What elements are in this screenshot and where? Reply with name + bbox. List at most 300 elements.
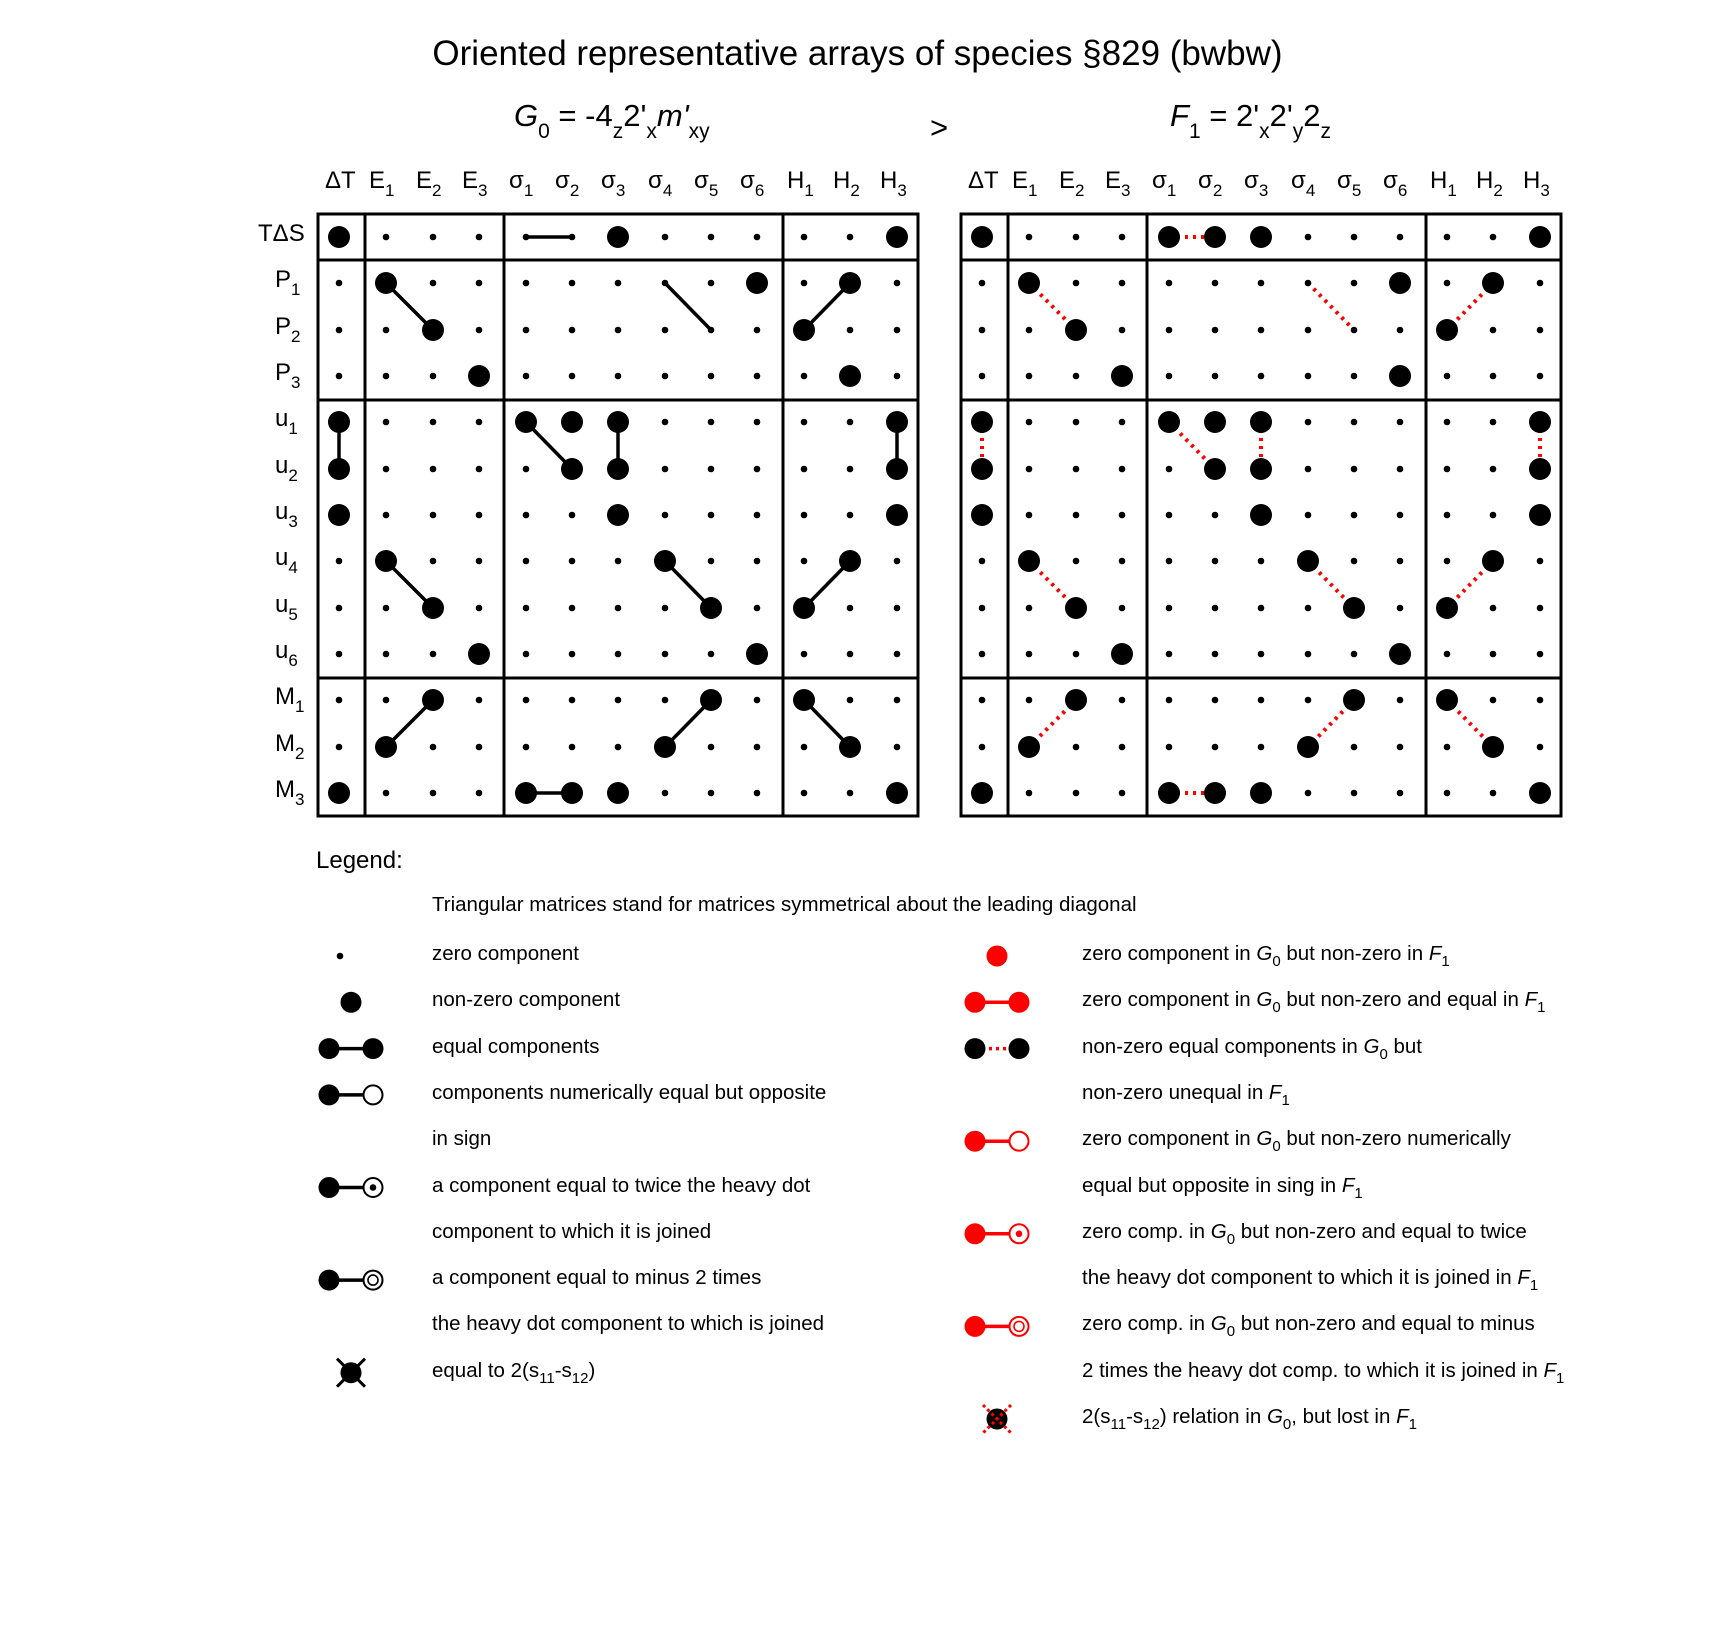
legend-symbol-black-dotted-pair bbox=[1009, 1038, 1030, 1059]
right-zero-component bbox=[1397, 512, 1404, 519]
left-zero-component bbox=[662, 790, 669, 797]
right-column-header-sub: 3 bbox=[1258, 181, 1269, 200]
right-legend-text: non-zero unequal in $F_1$ bbox=[1082, 1080, 1290, 1109]
right-nonzero-component bbox=[1529, 226, 1551, 248]
right-column-header-sub: 1 bbox=[1166, 181, 1177, 200]
left-column-header-sub: 2 bbox=[850, 181, 860, 200]
right-zero-component bbox=[1537, 697, 1544, 704]
left-zero-component bbox=[476, 419, 483, 426]
left-zero-component bbox=[801, 419, 808, 426]
left-nonzero-component bbox=[793, 597, 815, 619]
left-column-header-sub: 6 bbox=[754, 181, 765, 200]
left-group-index: 0 bbox=[538, 120, 550, 143]
left-zero-component bbox=[754, 790, 761, 797]
legend-symbol-opposite-pair bbox=[319, 1084, 340, 1105]
left-column-header-base: H bbox=[880, 167, 898, 194]
left-zero-component bbox=[523, 605, 530, 612]
row-header-base: TΔS bbox=[258, 220, 305, 247]
right-column-header-sub: 1 bbox=[1028, 181, 1038, 200]
right-zero-component bbox=[1444, 744, 1451, 751]
right-zero-component bbox=[1444, 466, 1451, 473]
left-zero-component bbox=[662, 419, 669, 426]
left-column-header bbox=[555, 167, 580, 200]
left-legend-text: component to which it is joined bbox=[432, 1219, 712, 1243]
left-legend-text: a component equal to minus 2 times bbox=[432, 1266, 762, 1290]
left-column-header bbox=[740, 167, 765, 200]
left-zero-component bbox=[569, 558, 576, 565]
left-zero-component bbox=[847, 327, 854, 334]
left-group-letter: G bbox=[514, 98, 539, 133]
right-nonzero-component bbox=[1250, 782, 1272, 804]
group-left-symbol bbox=[514, 98, 710, 143]
left-zero-component bbox=[615, 558, 622, 565]
right-column-header-base: σ bbox=[1383, 167, 1398, 194]
left-legend-text: equal to $2(s_{11}-s_{12})$ bbox=[432, 1358, 596, 1387]
left-nonzero-component bbox=[328, 411, 350, 433]
left-zero-component bbox=[430, 419, 437, 426]
right-group-part: z bbox=[1320, 120, 1332, 143]
left-zero-component bbox=[801, 280, 808, 287]
left-zero-component bbox=[847, 790, 854, 797]
row-header-sub: 6 bbox=[288, 651, 298, 670]
row-header bbox=[275, 405, 298, 438]
left-column-header-sub: 2 bbox=[432, 181, 442, 200]
right-nonzero-component bbox=[1250, 504, 1272, 526]
right-zero-component bbox=[1397, 605, 1404, 612]
right-zero-component bbox=[1026, 512, 1033, 519]
left-zero-component bbox=[894, 744, 901, 751]
right-nonzero-component bbox=[1529, 782, 1551, 804]
right-zero-component bbox=[1073, 280, 1080, 287]
left-zero-component bbox=[523, 280, 530, 287]
left-zero-component bbox=[383, 512, 390, 519]
right-column-header-base: σ bbox=[1244, 167, 1259, 194]
right-column-header-sub: 1 bbox=[1447, 181, 1457, 200]
right-zero-component bbox=[1026, 790, 1033, 797]
row-header-sub: 3 bbox=[291, 373, 301, 392]
left-column-header-sub: 1 bbox=[804, 181, 814, 200]
right-zero-component bbox=[1258, 697, 1265, 704]
left-zero-component bbox=[569, 373, 576, 380]
right-nonzero-component bbox=[1482, 272, 1504, 294]
right-zero-component bbox=[1212, 512, 1219, 519]
left-zero-component bbox=[383, 327, 390, 334]
left-zero-component bbox=[615, 327, 622, 334]
right-nonzero-component bbox=[1204, 782, 1226, 804]
left-nonzero-component bbox=[839, 736, 861, 758]
right-zero-component bbox=[1166, 558, 1173, 565]
right-zero-component bbox=[1490, 419, 1497, 426]
right-nonzero-component bbox=[1204, 458, 1226, 480]
left-nonzero-component bbox=[375, 736, 397, 758]
left-zero-component bbox=[754, 234, 761, 241]
left-zero-component bbox=[894, 605, 901, 612]
legend-symbol-red-equal-pair bbox=[965, 992, 986, 1013]
right-zero-component bbox=[1212, 651, 1219, 658]
left-zero-component bbox=[708, 744, 715, 751]
right-group-part: x bbox=[1259, 120, 1270, 143]
row-header bbox=[275, 683, 305, 716]
left-nonzero-component bbox=[607, 782, 629, 804]
left-zero-component bbox=[708, 558, 715, 565]
left-zero-component bbox=[523, 327, 530, 334]
right-column-header-sub: 3 bbox=[1540, 181, 1550, 200]
right-zero-component bbox=[1490, 373, 1497, 380]
left-legend-text: the heavy dot component to which is joined bbox=[432, 1312, 825, 1336]
right-nonzero-component bbox=[1389, 365, 1411, 387]
left-column-header bbox=[325, 167, 356, 195]
right-legend-text: zero comp. in $G_0$ but non-zero and equal to twice bbox=[1082, 1219, 1527, 1248]
right-zero-component bbox=[1444, 512, 1451, 519]
right-zero-component bbox=[1490, 651, 1497, 658]
right-column-header-sub: 6 bbox=[1397, 181, 1408, 200]
left-nonzero-component bbox=[654, 736, 676, 758]
right-zero-component bbox=[1166, 373, 1173, 380]
right-zero-component bbox=[1305, 512, 1312, 519]
right-zero-component bbox=[1444, 558, 1451, 565]
row-header-base: u bbox=[275, 498, 289, 525]
left-zero-component bbox=[894, 327, 901, 334]
left-column-header bbox=[787, 167, 814, 200]
left-zero-component bbox=[615, 651, 622, 658]
left-zero-component bbox=[754, 697, 761, 704]
left-nonzero-component bbox=[375, 272, 397, 294]
left-nonzero-component bbox=[839, 550, 861, 572]
left-zero-component bbox=[708, 373, 715, 380]
right-zero-component bbox=[1026, 419, 1033, 426]
left-zero-component bbox=[801, 558, 808, 565]
right-zero-component bbox=[1119, 280, 1126, 287]
right-column-header bbox=[1476, 167, 1503, 200]
left-zero-component bbox=[383, 466, 390, 473]
right-nonzero-component bbox=[1250, 226, 1272, 248]
right-zero-component bbox=[1073, 419, 1080, 426]
left-zero-component bbox=[662, 512, 669, 519]
left-legend-text: non-zero component bbox=[432, 988, 621, 1012]
left-zero-component bbox=[383, 419, 390, 426]
right-zero-component bbox=[1397, 558, 1404, 565]
left-zero-component bbox=[754, 558, 761, 565]
right-zero-component bbox=[979, 605, 986, 612]
left-nonzero-component bbox=[607, 504, 629, 526]
left-nonzero-component bbox=[700, 689, 722, 711]
right-column-header-sub: 5 bbox=[1351, 181, 1362, 200]
right-zero-component bbox=[1073, 373, 1080, 380]
right-nonzero-component bbox=[971, 226, 993, 248]
left-zero-component bbox=[754, 373, 761, 380]
left-nonzero-component bbox=[328, 782, 350, 804]
right-zero-component bbox=[1305, 234, 1312, 241]
left-zero-component bbox=[569, 697, 576, 704]
right-nonzero-component bbox=[971, 504, 993, 526]
right-zero-component bbox=[1258, 605, 1265, 612]
row-header bbox=[275, 498, 298, 531]
left-nonzero-component bbox=[793, 689, 815, 711]
right-zero-component bbox=[1119, 234, 1126, 241]
right-zero-component bbox=[1305, 419, 1312, 426]
row-header-base: u bbox=[275, 544, 289, 571]
right-column-header bbox=[1244, 167, 1269, 200]
left-zero-component bbox=[801, 373, 808, 380]
left-zero-component bbox=[847, 466, 854, 473]
right-nonzero-component bbox=[1111, 365, 1133, 387]
left-zero-component bbox=[569, 327, 576, 334]
left-zero-component bbox=[523, 234, 530, 241]
left-zero-component bbox=[476, 605, 483, 612]
right-nonzero-component bbox=[1204, 411, 1226, 433]
left-column-header-sub: 2 bbox=[569, 181, 580, 200]
right-zero-component bbox=[1026, 373, 1033, 380]
right-zero-component bbox=[1537, 605, 1544, 612]
left-zero-component bbox=[754, 419, 761, 426]
right-zero-component bbox=[1258, 327, 1265, 334]
left-zero-component bbox=[754, 327, 761, 334]
left-zero-component bbox=[615, 605, 622, 612]
row-header bbox=[258, 220, 305, 248]
right-zero-component bbox=[1166, 466, 1173, 473]
right-group-part: 2 bbox=[1303, 98, 1321, 133]
left-zero-component bbox=[523, 651, 530, 658]
right-zero-component bbox=[1444, 234, 1451, 241]
right-zero-component bbox=[1073, 790, 1080, 797]
left-column-header-base: ΔT bbox=[325, 167, 356, 194]
right-column-header-base: E bbox=[1105, 167, 1122, 194]
right-column-header-base: σ bbox=[1291, 167, 1306, 194]
left-zero-component bbox=[662, 280, 669, 287]
left-zero-component bbox=[430, 558, 437, 565]
left-zero-component bbox=[430, 790, 437, 797]
right-column-header-base: E bbox=[1059, 167, 1076, 194]
row-header-sub: 2 bbox=[295, 744, 305, 763]
left-legend-text: zero component bbox=[432, 942, 580, 965]
right-nonzero-component bbox=[1389, 272, 1411, 294]
right-zero-component bbox=[1258, 280, 1265, 287]
left-zero-component bbox=[569, 234, 576, 241]
row-header bbox=[275, 544, 298, 577]
right-zero-component bbox=[1397, 697, 1404, 704]
right-nonzero-component bbox=[1436, 689, 1458, 711]
right-zero-component bbox=[1119, 327, 1126, 334]
right-zero-component bbox=[1166, 280, 1173, 287]
right-column-header bbox=[1337, 167, 1362, 200]
right-component-link bbox=[1308, 283, 1354, 330]
right-zero-component bbox=[1026, 651, 1033, 658]
row-header-sub: 1 bbox=[288, 419, 298, 438]
left-zero-component bbox=[754, 512, 761, 519]
left-group-part: z bbox=[612, 120, 624, 143]
left-zero-component bbox=[894, 280, 901, 287]
left-nonzero-component bbox=[422, 689, 444, 711]
left-zero-component bbox=[476, 234, 483, 241]
right-column-header-base: H bbox=[1523, 167, 1541, 194]
row-header bbox=[275, 313, 301, 346]
left-nonzero-component bbox=[886, 226, 908, 248]
right-zero-component bbox=[1351, 373, 1358, 380]
right-zero-component bbox=[1212, 605, 1219, 612]
right-zero-component bbox=[1351, 466, 1358, 473]
left-column-header-sub: 3 bbox=[897, 181, 907, 200]
left-column-header-base: E bbox=[462, 167, 479, 194]
legend-symbol-red-equal-pair bbox=[1009, 992, 1030, 1013]
right-zero-component bbox=[1258, 558, 1265, 565]
left-column-header bbox=[509, 167, 534, 200]
right-zero-component bbox=[1026, 697, 1033, 704]
legend-symbol-zero-dot bbox=[337, 953, 344, 960]
right-legend-text: non-zero equal components in $G_0$ but bbox=[1082, 1034, 1422, 1063]
right-nonzero-component bbox=[1018, 272, 1040, 294]
right-zero-component bbox=[1351, 280, 1358, 287]
right-zero-component bbox=[1397, 419, 1404, 426]
left-zero-component bbox=[430, 466, 437, 473]
right-nonzero-component bbox=[1297, 550, 1319, 572]
left-zero-component bbox=[708, 790, 715, 797]
row-header-base: P bbox=[275, 359, 292, 386]
left-zero-component bbox=[523, 558, 530, 565]
left-nonzero-component bbox=[328, 458, 350, 480]
legend-symbol-black-dotted-pair bbox=[965, 1038, 986, 1059]
right-zero-component bbox=[1119, 558, 1126, 565]
group-relation: > bbox=[930, 110, 949, 145]
row-header bbox=[275, 637, 298, 670]
right-zero-component bbox=[1305, 280, 1312, 287]
right-zero-component bbox=[1444, 373, 1451, 380]
left-legend-text: a component equal to twice the heavy dot bbox=[432, 1173, 811, 1197]
right-zero-component bbox=[1397, 466, 1404, 473]
right-zero-component bbox=[979, 558, 986, 565]
left-zero-component bbox=[383, 651, 390, 658]
left-nonzero-component bbox=[607, 411, 629, 433]
left-nonzero-component bbox=[515, 411, 537, 433]
left-zero-component bbox=[523, 466, 530, 473]
right-zero-component bbox=[1305, 790, 1312, 797]
right-zero-component bbox=[1258, 373, 1265, 380]
right-zero-component bbox=[1351, 327, 1358, 334]
left-nonzero-component bbox=[886, 458, 908, 480]
left-legend-text: in sign bbox=[432, 1127, 492, 1151]
left-column-header-sub: 4 bbox=[662, 181, 673, 200]
right-zero-component bbox=[1073, 512, 1080, 519]
left-nonzero-component bbox=[839, 272, 861, 294]
row-header bbox=[275, 730, 305, 763]
row-header-base: u bbox=[275, 591, 289, 618]
left-zero-component bbox=[847, 651, 854, 658]
right-zero-component bbox=[1073, 744, 1080, 751]
right-zero-component bbox=[979, 280, 986, 287]
right-zero-component bbox=[1212, 697, 1219, 704]
right-zero-component bbox=[1073, 466, 1080, 473]
right-nonzero-component bbox=[1389, 643, 1411, 665]
right-zero-component bbox=[1119, 744, 1126, 751]
left-nonzero-component bbox=[515, 782, 537, 804]
left-zero-component bbox=[662, 373, 669, 380]
left-nonzero-component bbox=[607, 226, 629, 248]
left-zero-component bbox=[801, 790, 808, 797]
left-zero-component bbox=[801, 651, 808, 658]
right-column-header-base: ΔT bbox=[968, 167, 999, 194]
right-nonzero-component bbox=[1250, 411, 1272, 433]
right-nonzero-component bbox=[1111, 643, 1133, 665]
left-group-part: x bbox=[646, 120, 657, 143]
right-zero-component bbox=[1537, 373, 1544, 380]
left-column-header bbox=[833, 167, 860, 200]
row-header-sub: 2 bbox=[291, 327, 301, 346]
left-zero-component bbox=[476, 466, 483, 473]
left-column-header-base: σ bbox=[694, 167, 709, 194]
left-zero-component bbox=[569, 605, 576, 612]
left-column-header-sub: 1 bbox=[385, 181, 395, 200]
left-column-header-base: σ bbox=[601, 167, 616, 194]
row-header-sub: 2 bbox=[288, 466, 298, 485]
left-nonzero-component bbox=[375, 550, 397, 572]
right-nonzero-component bbox=[971, 782, 993, 804]
right-nonzero-component bbox=[971, 411, 993, 433]
left-zero-component bbox=[569, 744, 576, 751]
right-zero-component bbox=[1351, 419, 1358, 426]
left-column-header-base: H bbox=[787, 167, 805, 194]
left-zero-component bbox=[476, 280, 483, 287]
right-nonzero-component bbox=[1529, 411, 1551, 433]
left-zero-component bbox=[801, 234, 808, 241]
left-zero-component bbox=[847, 234, 854, 241]
left-zero-component bbox=[430, 651, 437, 658]
left-nonzero-component bbox=[561, 458, 583, 480]
right-group-part: = 2' bbox=[1200, 98, 1260, 133]
right-group-part: y bbox=[1292, 120, 1304, 143]
legend-symbol-red-twice-pair bbox=[1016, 1231, 1023, 1238]
right-zero-component bbox=[1166, 697, 1173, 704]
row-header-sub: 1 bbox=[295, 697, 305, 716]
left-zero-component bbox=[662, 605, 669, 612]
right-group-part: 2' bbox=[1269, 98, 1293, 133]
legend-symbol-twice-pair bbox=[370, 1184, 377, 1191]
right-zero-component bbox=[1119, 697, 1126, 704]
right-zero-component bbox=[1305, 697, 1312, 704]
left-nonzero-component bbox=[422, 597, 444, 619]
right-zero-component bbox=[1537, 327, 1544, 334]
left-zero-component bbox=[894, 373, 901, 380]
left-group-part: xy bbox=[688, 120, 710, 143]
left-group-part: 2' bbox=[623, 98, 647, 133]
right-nonzero-component bbox=[1158, 411, 1180, 433]
right-column-header-sub: 2 bbox=[1212, 181, 1223, 200]
left-zero-component bbox=[708, 466, 715, 473]
right-zero-component bbox=[1212, 280, 1219, 287]
right-zero-component bbox=[1490, 234, 1497, 241]
right-nonzero-component bbox=[1482, 736, 1504, 758]
right-zero-component bbox=[1212, 373, 1219, 380]
right-zero-component bbox=[1351, 744, 1358, 751]
left-zero-component bbox=[476, 744, 483, 751]
left-zero-component bbox=[336, 280, 343, 287]
left-zero-component bbox=[801, 466, 808, 473]
row-header-base: u bbox=[275, 405, 289, 432]
legend-symbol-opposite-pair bbox=[364, 1085, 383, 1104]
right-zero-component bbox=[1166, 512, 1173, 519]
right-zero-component bbox=[1444, 280, 1451, 287]
left-zero-component bbox=[754, 466, 761, 473]
left-zero-component bbox=[336, 697, 343, 704]
right-zero-component bbox=[1351, 512, 1358, 519]
right-zero-component bbox=[1397, 327, 1404, 334]
right-column-header-base: H bbox=[1430, 167, 1448, 194]
page-title: Oriented representative arrays of species §829 (bwbw) bbox=[432, 34, 1283, 73]
left-zero-component bbox=[430, 512, 437, 519]
right-zero-component bbox=[1351, 558, 1358, 565]
right-column-header-base: σ bbox=[1337, 167, 1352, 194]
left-zero-component bbox=[336, 651, 343, 658]
left-nonzero-component bbox=[746, 272, 768, 294]
left-zero-component bbox=[336, 605, 343, 612]
